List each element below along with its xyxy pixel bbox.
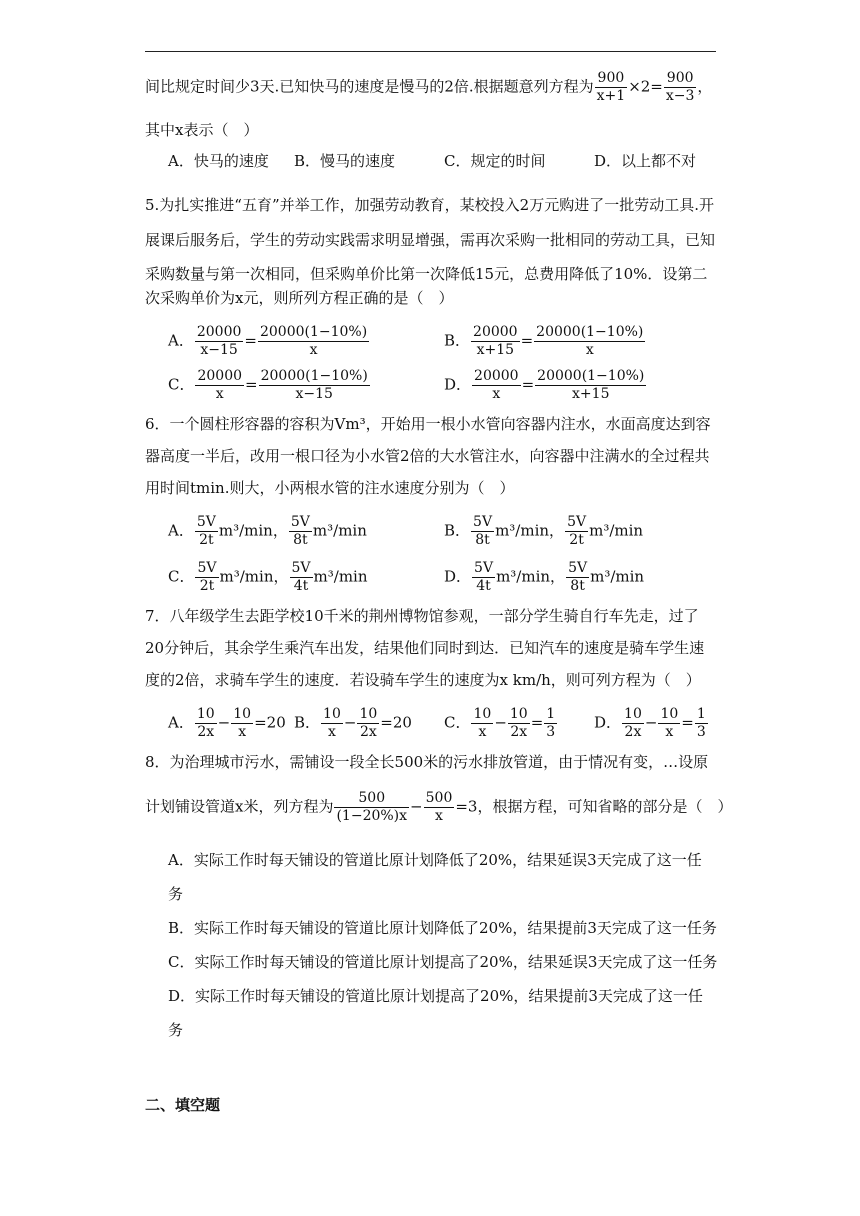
q8-line1: 8．为治理城市污水，需铺设一段全长500米的污水排放管道，由于情况有变，…设原 [145, 753, 709, 771]
q6-option-d[interactable]: D． $\frac{5V}{4t}$ m³/min， $\frac{5V}{8t}$ m³/min [444, 560, 645, 594]
q8-option-b[interactable]: B．实际工作时每天铺设的管道比原计划降低了20%，结果提前3天完成了这一任务 [168, 919, 717, 937]
q4-option-d[interactable]: D．以上都不对 [594, 152, 697, 170]
q5-line4: 次采购单价为x元，则所列方程正确的是（ ） [145, 289, 454, 307]
q7-line2: 20分钟后，其余学生乘汽车出发，结果他们同时到达．已知汽车的速度是骑车学生速 [145, 639, 705, 657]
q5-option-d[interactable]: D． $\frac{20000}{x}$ = $\frac{20000(1-10\%)}{x+15}$ [444, 368, 645, 402]
q8-option-d[interactable]: D．实际工作时每天铺设的管道比原计划提高了20%，结果提前3天完成了这一任 [168, 987, 703, 1005]
section-heading: 二、填空题 [145, 1096, 221, 1114]
q5-line3: 采购数量与第一次相同，但采购单价比第一次降低15元，总费用降低了10%．设第二 [145, 265, 708, 283]
q7-option-d[interactable]: D． $\frac{10}{2x}$ − $\frac{10}{x}$ = $\frac{1}{3}$ [594, 706, 706, 740]
q8-fraction-left: $\frac{500}{(1-20\%)x}$ [336, 790, 408, 824]
q5-option-a[interactable]: A． $\frac{20000}{x-15}$ = $\frac{20000(1-10\%)}{x}$ [168, 324, 368, 358]
q5-option-c[interactable]: C． $\frac{20000}{x}$ = $\frac{20000(1-10\%)}{x-15}$ [168, 368, 368, 402]
q4-fraction-left: $\frac{900}{x+1}$ [596, 70, 626, 104]
q6-line3: 用时间tmin.则大，小两根水管的注水速度分别为（ ） [145, 479, 515, 497]
q6-option-b[interactable]: B． $\frac{5V}{8t}$ m³/min， $\frac{5V}{2t}$ m³/min [444, 514, 644, 548]
q8-line2: 计划铺设管道x米，列方程为 $\frac{500}{(1-20\%)x}$ − $\frac{500}{x}$ =3，根据方程，可知省略的部分是（ ） [145, 790, 733, 824]
q4-line1: 间比规定时间少3天.已知快马的速度是慢马的2倍.根据题意列方程为 $\frac{900}{x+1}$ ×2= $\frac{900}{x-3}$ ， [145, 70, 713, 104]
q8-option-a[interactable]: A．实际工作时每天铺设的管道比原计划降低了20%，结果延误3天完成了这一任 [168, 851, 702, 869]
q7-option-b[interactable]: B． $\frac{10}{x}$ − $\frac{10}{2x}$ =20 [294, 706, 412, 740]
q7-line3: 度的2倍，求骑车学生的速度．若设骑车学生的速度为x km/h，则可列方程为（ ） [145, 671, 701, 689]
q4-fraction-right: $\frac{900}{x-3}$ [665, 70, 695, 104]
q5-line1: 5.为扎实推进“五育”并举工作，加强劳动教育，某校投入2万元购进了一批劳动工具.开 [145, 196, 714, 214]
q8-option-d-cont[interactable]: 务 [168, 1021, 184, 1039]
header-rule [145, 51, 716, 52]
q4-option-b[interactable]: B．慢马的速度 [294, 152, 396, 170]
q5-line2: 展课后服务后，学生的劳动实践需求明显增强，需再次采购一批相同的劳动工具，已知 [145, 231, 716, 249]
q5-option-b[interactable]: B． $\frac{20000}{x+15}$ = $\frac{20000(1-10\%)}{x}$ [444, 324, 644, 358]
q6-line1: 6．一个圆柱形容器的容积为Vm³，开始用一根小水管向容器内注水，水面高度达到容 [145, 415, 711, 433]
q7-option-a[interactable]: A． $\frac{10}{2x}$ − $\frac{10}{x}$ =20 [168, 706, 286, 740]
q4-option-a[interactable]: A．快马的速度 [168, 152, 269, 170]
q6-option-c[interactable]: C． $\frac{5V}{2t}$ m³/min， $\frac{5V}{4t}$ m³/min [168, 560, 368, 594]
q6-option-a[interactable]: A． $\frac{5V}{2t}$ m³/min， $\frac{5V}{8t}$ m³/min [168, 514, 367, 548]
q6-line2: 器高度一半后，改用一根口径为小水管2倍的大水管注水，向容器中注满水的全过程共 [145, 447, 710, 465]
q8-option-a-cont[interactable]: 务 [168, 885, 184, 903]
q4-option-c[interactable]: C．规定的时间 [444, 152, 546, 170]
q7-option-c[interactable]: C． $\frac{10}{x}$ − $\frac{10}{2x}$ = $\frac{1}{3}$ [444, 706, 556, 740]
q8-fraction-right: $\frac{500}{x}$ [425, 790, 453, 824]
q7-line1: 7．八年级学生去距学校10千米的荆州博物馆参观，一部分学生骑自行车先走，过了 [145, 607, 699, 625]
q4-line2: 其中x表示（ ） [145, 121, 259, 139]
q8-option-c[interactable]: C．实际工作时每天铺设的管道比原计划提高了20%，结果延误3天完成了这一任务 [168, 953, 718, 971]
